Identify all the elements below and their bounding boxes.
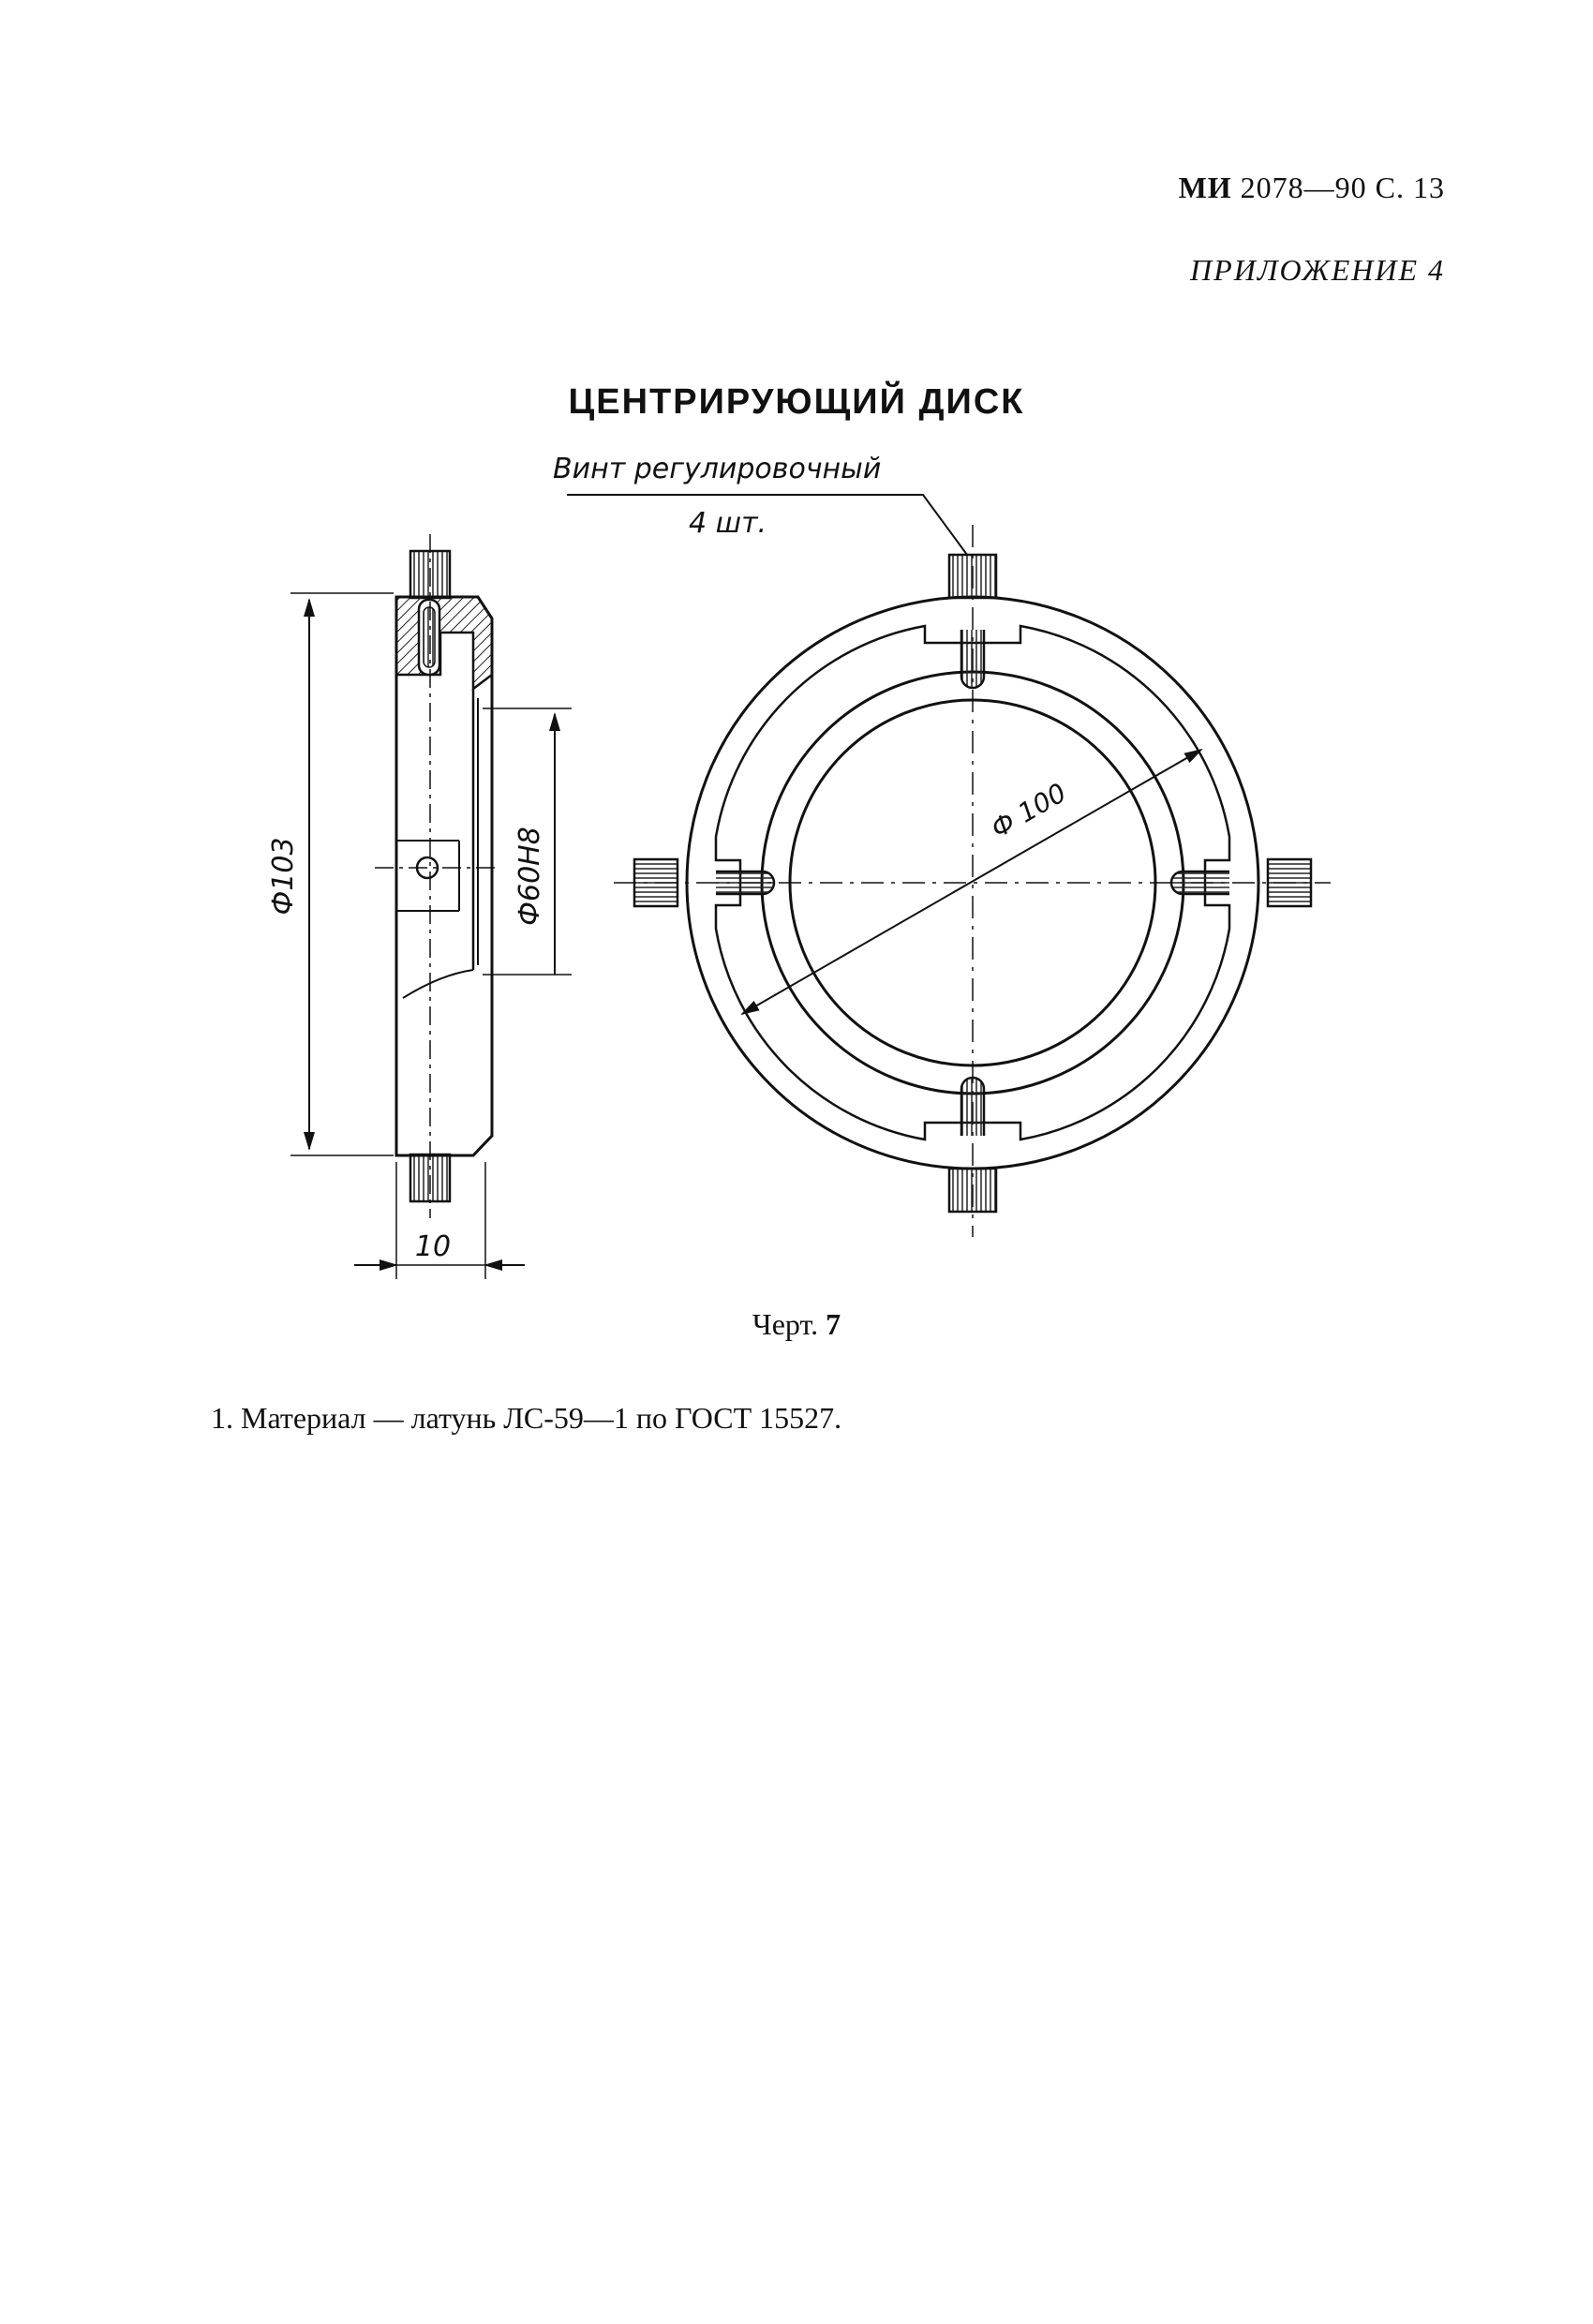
figure-caption xyxy=(0,1307,1593,1342)
doc-number: 2078—90 xyxy=(1240,171,1367,204)
callout-line-1: Винт регулировочный xyxy=(553,453,882,485)
top-screw-tip xyxy=(961,630,984,688)
right-screw xyxy=(1268,859,1311,906)
drawing-title: ЦЕНТРИРУЮЩИЙ ДИСК xyxy=(568,382,1025,422)
dim-diameter-label: Ф 100 xyxy=(986,777,1072,845)
material-note: 1. Материал — латунь ЛС-59—1 по ГОСТ 15527. xyxy=(211,1401,842,1435)
doc-id: МИ xyxy=(1178,171,1232,204)
right-screw-tip xyxy=(1171,872,1229,894)
caption-number: 7 xyxy=(826,1307,841,1341)
dim-bore-label: Ф60Н8 xyxy=(514,827,546,926)
callout-line-2: 4 шт. xyxy=(689,507,767,540)
dim-width-label: 10 xyxy=(414,1230,452,1263)
top-screw xyxy=(949,555,996,598)
caption-prefix: Черт. xyxy=(752,1307,819,1341)
bottom-screw-tip xyxy=(961,1078,984,1136)
left-screw xyxy=(634,859,677,906)
dim-outer-label: Ф103 xyxy=(267,837,300,916)
appendix-label: ПРИЛОЖЕНИЕ 4 xyxy=(1190,253,1445,287)
callout-leader xyxy=(567,495,967,555)
bottom-screw xyxy=(949,1169,996,1212)
front-view xyxy=(567,495,1331,1237)
page-number: С. 13 xyxy=(1375,171,1445,204)
left-screw-tip xyxy=(716,872,774,894)
